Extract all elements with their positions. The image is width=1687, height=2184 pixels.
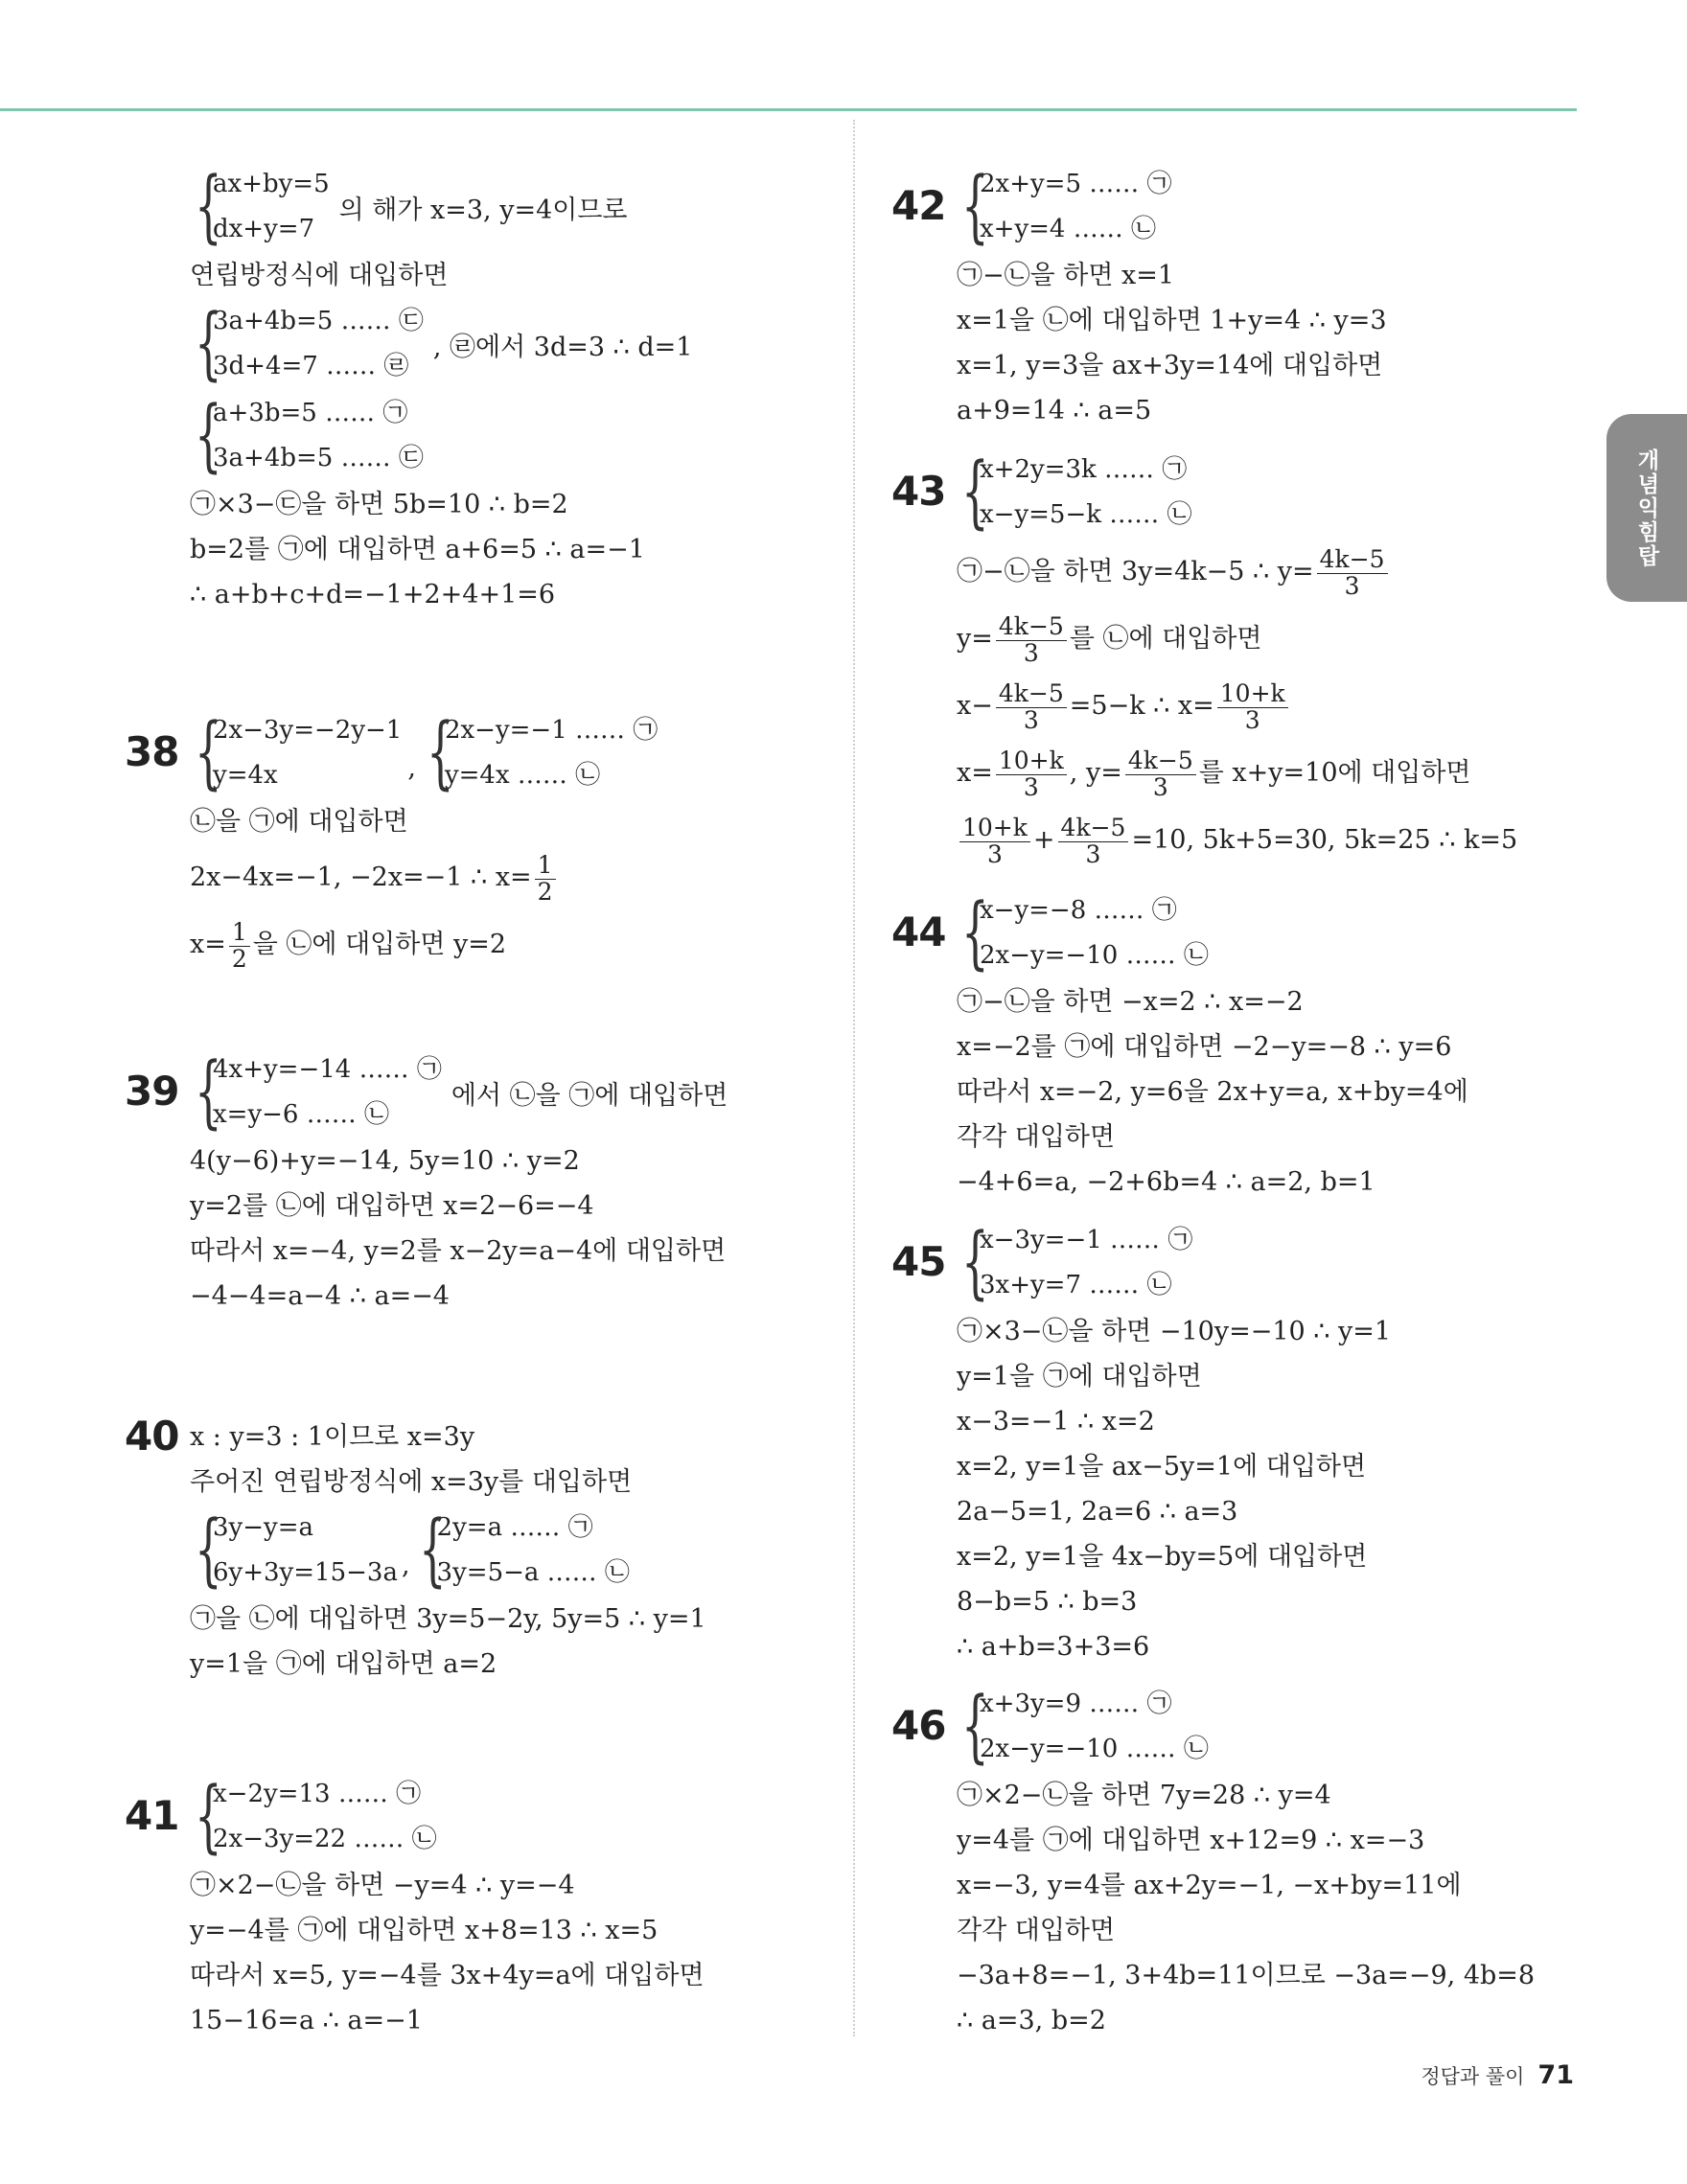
equation-row: 3y−y=a [213,1513,313,1542]
problem-number: 41 [125,1792,179,1839]
equation-row: a+3b=5 …… ㉠ [213,399,408,427]
text-line: ∴ a+b+c+d=−1+2+4+1=6 [190,580,556,609]
page-number: 71 [1537,2060,1574,2090]
equation-row: 2y=a …… ㉠ [436,1513,593,1542]
text-line: 의 해가 x=3, y=4이므로 [338,195,628,225]
system-equation: { x−3y=−1 …… ㉠ 3x+y=7 …… ㉡ [960,1217,1193,1308]
equation-row: 2x−y=−1 …… ㉠ [444,716,659,745]
problem-number: 39 [125,1068,179,1115]
text-line: 주어진 연립방정식에 x=3y를 대입하면 [190,1467,633,1497]
text-line: x= $\frac{1}{2}$ 을 ㉡에 대입하면 y=2 [190,917,507,973]
problem-number: 43 [891,468,946,515]
side-tab-label: 개념익힘탑 [1633,448,1659,568]
text-line: y=1을 ㉠에 대입하면 a=2 [190,1649,497,1679]
text-line: x : y=3 : 1이므로 x=3y [190,1422,475,1452]
text-line: ㉠×3−㉢을 하면 5b=10 ∴ b=2 [190,490,568,519]
text-line: 2x−4x=−1, −2x=−1 ∴ x= $\frac{1}{2}$ [190,844,842,911]
fraction: $\frac{1}{2}$ [229,919,250,972]
side-tab[interactable] [1606,414,1687,602]
equation-row: y=4x [213,761,278,790]
fraction: $\frac{4k-5}{3}$ [1058,815,1129,867]
text-line: 따라서 x=5, y=−4를 3x+4y=a에 대입하면 [190,1961,705,1990]
equation-row: 3y=5−a …… ㉡ [436,1558,630,1587]
equation-row: dx+y=7 [213,215,315,243]
fraction: $\frac{4k-5}{3}$ [1317,546,1388,599]
text-line: ㉡을 ㉠에 대입하면 [190,807,408,837]
text-line: x=−3, y=4를 ax+2y=−1, −x+by=11에 [957,1871,1462,1900]
equation-row: ax+by=5 [213,170,330,198]
equation-row: x=y−6 …… ㉡ [213,1100,389,1129]
text-line: ㉠×2−㉡을 하면 7y=28 ∴ y=4 [957,1781,1331,1810]
fraction: $\frac{10+k}{3}$ [996,747,1067,800]
text-line: y= $\frac{4k-5}{3}$ 를 ㉡에 대입하면 [957,611,1262,667]
top-rule [0,108,1577,111]
system-equation: { 3a+4b=5 …… ㉢ 3d+4=7 …… ㉣ , ㉣에서 3d=3 ∴ d=1 [194,298,693,389]
text-line: ∴ a=3, b=2 [957,2006,1106,2035]
system-equation: { x+2y=3k …… ㉠ x−y=5−k …… ㉡ [960,447,1192,538]
equation-row: x+y=4 …… ㉡ [980,215,1156,243]
text-line: x=1, y=3을 ax+3y=14에 대입하면 [957,351,1383,380]
text-line: ㉠−㉡을 하면 x=1 [957,261,1175,290]
text-line: x= $\frac{10+k}{3}$ , y= $\frac{4k-5}{3}$ 를 x+y=10에 대입하면 [957,746,1471,801]
system-equation: { ax+by=5 dx+y=7 의 해가 x=3, y=4이므로 [194,161,628,252]
text-line: x=2, y=1을 ax−5y=1에 대입하면 [957,1452,1367,1482]
text-line: ㉠×2−㉡을 하면 −y=4 ∴ y=−4 [190,1871,575,1900]
system-equation: { a+3b=5 …… ㉠ 3a+4b=5 …… ㉢ [194,390,424,481]
text-line: a+9=14 ∴ a=5 [957,396,1152,425]
text-line: −3a+8=−1, 3+4b=11이므로 −3a=−9, 4b=8 [957,1961,1536,1990]
text-line: y=1을 ㉠에 대입하면 [957,1362,1202,1391]
fraction: 10+k 3 [959,815,1030,867]
text-line: ㉠−㉡을 하면 −x=2 ∴ x=−2 [957,987,1304,1017]
system-equation: { x−2y=13 …… ㉠ 2x−3y=22 …… ㉡ [194,1771,437,1862]
text-line: x=−2를 ㉠에 대입하면 −2−y=−8 ∴ y=6 [957,1032,1452,1062]
system-equation: { 2x+y=5 …… ㉠ x+y=4 …… ㉡ [960,161,1172,252]
equation-row: x−3y=−1 …… ㉠ [980,1226,1193,1254]
text-line: x−3=−1 ∴ x=2 [957,1407,1155,1437]
page-footer [1421,2060,1574,2090]
text-line: 각각 대입하면 [957,1916,1116,1945]
text-line: b=2를 ㉠에 대입하면 a+6=5 ∴ a=−1 [190,535,645,564]
system-equation: { 3y−y=a 6y+3y=15−3a , { 2y=a …… ㉠ 3y=5−a …… ㉡ [194,1505,630,1596]
equation-row: 2x−3y=22 …… ㉡ [213,1825,437,1853]
fraction: $\frac{4k-5}{3}$ [996,680,1067,733]
equation-row: x+3y=9 …… ㉠ [980,1690,1172,1718]
fraction: $\frac{1}{2}$ [535,852,556,905]
fraction: $\frac{4k-5}{3}$ [996,613,1067,666]
problem-number: 44 [891,908,946,955]
problem-number: 45 [891,1238,946,1285]
text-line: ∴ a+b=3+3=6 [957,1632,1150,1662]
text-line: 8−b=5 ∴ b=3 [957,1587,1138,1617]
text-line: 에서 ㉡을 ㉠에 대입하면 [451,1080,728,1111]
text-line: 따라서 x=−2, y=6을 2x+y=a, x+by=4에 [957,1077,1468,1107]
text-line: x− $\frac{4k-5}{3}$ =5−k ∴ x= $\frac{10+k}{3}$ [957,673,1608,740]
text-line: 4(y−6)+y=−14, 5y=10 ∴ y=2 [190,1146,580,1176]
problem-number: 42 [891,182,946,229]
system-equation: { 2x−3y=−2y−1 y=4x , { 2x−y=−1 …… ㉠ y=4x …… ㉡ [194,707,659,798]
equation-row: x−y=5−k …… ㉡ [980,500,1192,529]
problem-number: 40 [125,1413,179,1460]
text-line: ㉠을 ㉡에 대입하면 3y=5−2y, 5y=5 ∴ y=1 [190,1604,706,1634]
equation-row: 2x−y=−10 …… ㉡ [980,941,1209,970]
equation-row: 2x−3y=−2y−1 [213,716,403,745]
system-equation: { x−y=−8 …… ㉠ 2x−y=−10 …… ㉡ [960,887,1209,978]
equation-row: 3d+4=7 …… ㉣ [213,352,409,380]
text-line: x=1을 ㉡에 대입하면 1+y=4 ∴ y=3 [957,306,1387,335]
equation-row: 2x+y=5 …… ㉠ [980,170,1172,198]
text-line: y=−4를 ㉠에 대입하면 x+8=13 ∴ x=5 [190,1916,659,1945]
text-line: ㉠−㉡을 하면 3y=4k−5 ∴ y= $\frac{4k-5}{3}$ [957,539,1608,606]
equation-row: x−2y=13 …… ㉠ [213,1780,422,1808]
equation-row: y=4x …… ㉡ [444,761,601,790]
text-line: , ㉣에서 3d=3 ∴ d=1 [432,332,693,362]
equation-row: 3x+y=7 …… ㉡ [980,1271,1172,1299]
text-line: ㉠×3−㉡을 하면 −10y=−10 ∴ y=1 [957,1317,1392,1346]
text-line: 각각 대입하면 [957,1122,1116,1152]
text-line: 2a−5=1, 2a=6 ∴ a=3 [957,1497,1238,1527]
equation-row: 3a+4b=5 …… ㉢ [213,444,424,472]
system-equation: { 4x+y=−14 …… ㉠ x=y−6 …… ㉡ 에서 ㉡을 ㉠에 대입하면 [194,1046,728,1138]
equation-row: 4x+y=−14 …… ㉠ [213,1055,442,1084]
text-line: −4−4=a−4 ∴ a=−4 [190,1281,450,1311]
text-line: y=2를 ㉡에 대입하면 x=2−6=−4 [190,1191,594,1221]
footer-label: 정답과 풀이 [1421,2065,1525,2088]
equation-row: 6y+3y=15−3a [213,1558,398,1587]
text-line: −4+6=a, −2+6b=4 ∴ a=2, b=1 [957,1167,1375,1197]
fraction: $\frac{4k-5}{3}$ [1125,747,1196,800]
text-line: y=4를 ㉠에 대입하면 x+12=9 ∴ x=−3 [957,1826,1425,1855]
fraction: $\frac{10+k}{3}$ [1217,680,1288,733]
system-equation: { x+3y=9 …… ㉠ 2x−y=−10 …… ㉡ [960,1681,1209,1772]
column-divider [853,120,855,2036]
text-line: 연립방정식에 대입하면 [190,261,449,290]
equation-row: x+2y=3k …… ㉠ [980,455,1188,484]
text-line: 10+k 3 + $\frac{4k-5}{3}$ =10, 5k+5=30, 5k=25 ∴ k=5 [957,807,1608,874]
equation-row: x−y=−8 …… ㉠ [980,896,1177,925]
text-line: 따라서 x=−4, y=2를 x−2y=a−4에 대입하면 [190,1236,727,1266]
text-line: 15−16=a ∴ a=−1 [190,2006,423,2035]
problem-number: 38 [125,728,179,775]
text-line: x=2, y=1을 4x−by=5에 대입하면 [957,1542,1368,1572]
problem-number: 46 [891,1702,946,1749]
equation-row: 2x−y=−10 …… ㉡ [980,1735,1209,1763]
equation-row: 3a+4b=5 …… ㉢ [213,307,424,335]
